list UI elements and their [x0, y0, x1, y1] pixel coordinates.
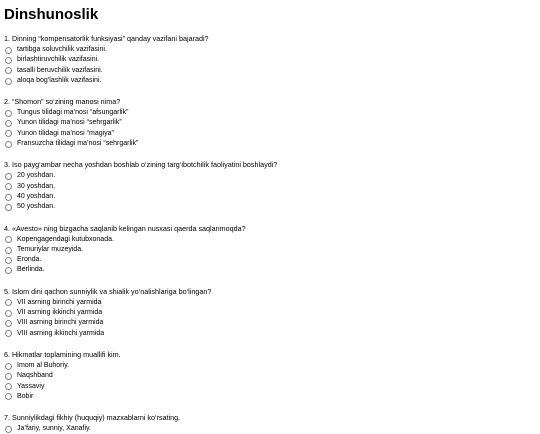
- question-text: 1. Dinning “kompensatorlik funksiyasi” qanday vazifani bajaradi?: [4, 34, 209, 43]
- answer-option[interactable]: [4, 76, 536, 86]
- answer-option[interactable]: [4, 265, 536, 275]
- answer-option-label[interactable]: Fransuzcha tilidagi ma’nosi “sehrgarlik”: [17, 140, 139, 148]
- answer-option-label[interactable]: Eronda.: [17, 256, 42, 264]
- answer-option-label[interactable]: VII asrning ikkinchi yarmida: [17, 309, 103, 317]
- radio-button[interactable]: [5, 299, 12, 306]
- radio-button[interactable]: [5, 310, 12, 317]
- answer-option[interactable]: [4, 118, 536, 128]
- question-block: [4, 97, 536, 149]
- answer-option-label[interactable]: VIII asrning ikkinchi yarmida: [17, 329, 105, 337]
- radio-button[interactable]: [5, 173, 12, 180]
- answer-option-label[interactable]: Berlinda.: [17, 266, 45, 274]
- question-block: [4, 287, 536, 339]
- radio-button[interactable]: [5, 57, 12, 64]
- answer-option-label[interactable]: aloqa bog‘lashlik vazifasini.: [17, 76, 102, 84]
- question-text: 7. Sunniylikdagi fikhiy (huquqiy) mazxablarni ko‘rsating.: [4, 413, 181, 423]
- answer-option[interactable]: [4, 139, 536, 149]
- answer-option-label[interactable]: Yunon tilidagi ma’nosi “magiya”: [17, 129, 114, 137]
- answer-option[interactable]: [4, 318, 536, 328]
- radio-button[interactable]: [5, 373, 12, 380]
- question-text: 6. Hikmatlar toplamining muallifi kim.: [4, 349, 121, 359]
- question-block: [4, 160, 536, 212]
- answer-option-label[interactable]: birlashtiruvchilik vazifasini.: [17, 56, 100, 64]
- radio-button[interactable]: [5, 67, 12, 74]
- answer-option-label[interactable]: 30 yoshdan.: [17, 182, 56, 190]
- answer-option-label[interactable]: Yunon tilidagi ma’nosi “sehrgarlik”: [17, 119, 122, 127]
- question-text: 4. «Avesto» ning bizgacha saqlanib kelingan nusxasi qaerda saqlanmoqda?: [4, 223, 246, 233]
- radio-button[interactable]: [5, 393, 12, 400]
- answer-option-label[interactable]: 40 yoshdan.: [17, 192, 56, 200]
- answer-option-label[interactable]: Naqshband: [17, 372, 53, 380]
- answer-option-label[interactable]: 20 yoshdan.: [17, 172, 56, 180]
- radio-button[interactable]: [5, 236, 12, 243]
- radio-button[interactable]: [5, 141, 12, 148]
- radio-button[interactable]: [5, 247, 12, 254]
- answer-option-label[interactable]: tartibga soluvchilik vazifasini.: [17, 46, 107, 53]
- radio-button[interactable]: [5, 330, 12, 337]
- answer-option[interactable]: [4, 129, 536, 139]
- question-list: [4, 34, 536, 434]
- answer-option[interactable]: [4, 298, 536, 308]
- radio-button[interactable]: [5, 426, 12, 433]
- radio-button[interactable]: [5, 120, 12, 127]
- answer-option-label[interactable]: Imom al Buhoriy.: [17, 361, 69, 369]
- radio-button[interactable]: [5, 130, 12, 137]
- answer-option-label[interactable]: Temuriylar muzeyida.: [17, 245, 84, 253]
- answer-option[interactable]: [4, 392, 536, 402]
- question-block: [4, 34, 536, 86]
- radio-button[interactable]: [5, 47, 12, 54]
- radio-button[interactable]: [5, 363, 12, 370]
- answer-option-label[interactable]: VIII asrning birinchi yarmida: [17, 319, 104, 327]
- answer-option-label[interactable]: Tungus tilidagi ma’nosi “afsungarlik”: [17, 109, 129, 117]
- answer-option[interactable]: [4, 45, 536, 55]
- answer-option[interactable]: [4, 255, 536, 265]
- answer-option-label[interactable]: VII asrning birinchi yarmida: [17, 298, 102, 306]
- answer-option-label[interactable]: 50 yoshdan.: [17, 203, 56, 211]
- answer-option[interactable]: [4, 182, 536, 192]
- answer-option-label[interactable]: Yassaviy: [17, 382, 45, 390]
- answer-option[interactable]: [4, 329, 536, 339]
- answer-option[interactable]: [4, 171, 536, 181]
- radio-button[interactable]: [5, 204, 12, 211]
- radio-button[interactable]: [5, 194, 12, 201]
- answer-option[interactable]: [4, 371, 536, 381]
- radio-button[interactable]: [5, 257, 12, 264]
- page-title: Dinshunoslik: [4, 6, 99, 23]
- answer-option[interactable]: [4, 424, 536, 434]
- answer-option[interactable]: [4, 382, 536, 392]
- answer-option[interactable]: [4, 361, 536, 371]
- answer-option[interactable]: [4, 66, 536, 76]
- answer-option-label[interactable]: tasalli beruvchilik vazifasini.: [17, 66, 103, 74]
- radio-button[interactable]: [5, 183, 12, 190]
- answer-option[interactable]: [4, 192, 536, 202]
- question-text: 2. “Shomon” so‘zining manosi nima?: [4, 97, 121, 107]
- answer-option-label[interactable]: Bobir: [17, 392, 34, 400]
- answer-option[interactable]: [4, 235, 536, 245]
- radio-button[interactable]: [5, 110, 12, 117]
- answer-option[interactable]: [4, 108, 536, 118]
- answer-option[interactable]: [4, 245, 536, 255]
- radio-button[interactable]: [5, 78, 12, 85]
- answer-option[interactable]: [4, 55, 536, 65]
- question-block: [4, 350, 536, 402]
- question-block: [4, 413, 536, 434]
- question-text: 3. Iso payg‘ambar necha yoshdan boshlab o‘zining targ‘ibotchilik faoliyatini boshlaydi?: [4, 160, 278, 170]
- radio-button[interactable]: [5, 267, 12, 274]
- answer-option-label[interactable]: Ja’fariy, sunniy, Xanafiy.: [17, 425, 91, 433]
- answer-option[interactable]: [4, 308, 536, 318]
- answer-option-label[interactable]: Kopengagendagi kutubxonada.: [17, 235, 114, 243]
- radio-button[interactable]: [5, 383, 12, 390]
- question-block: [4, 224, 536, 276]
- answer-option[interactable]: [4, 202, 536, 212]
- question-text: 5. Islom dini qachon sunniylik va shialik yo‘nalishlariga bo‘lingan?: [4, 286, 212, 296]
- radio-button[interactable]: [5, 320, 12, 327]
